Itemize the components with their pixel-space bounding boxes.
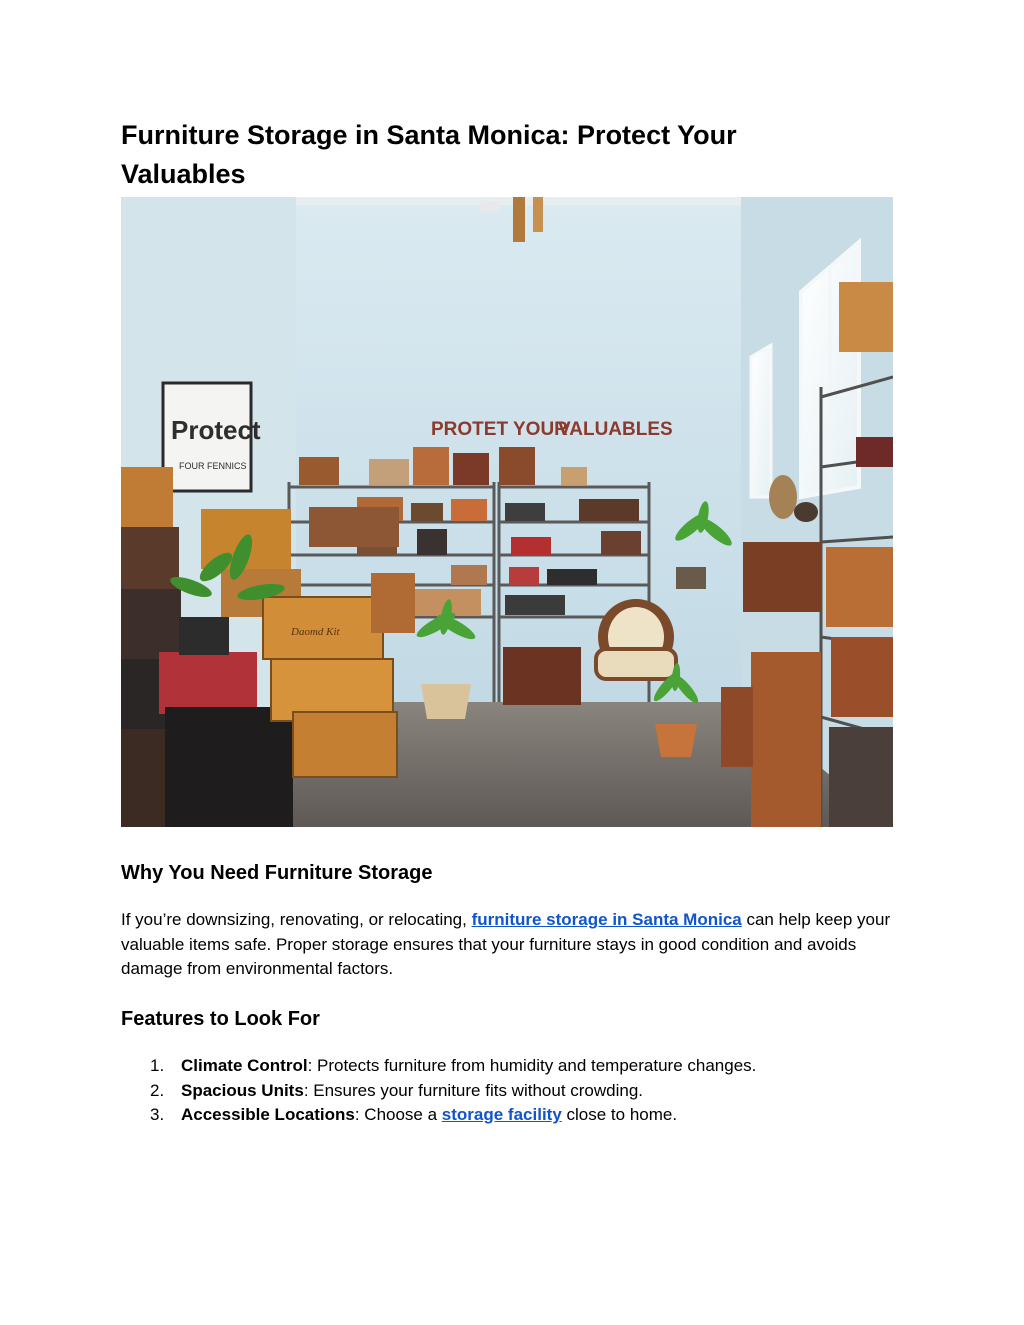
feature-label: Spacious Units xyxy=(181,1080,304,1100)
section-heading-why: Why You Need Furniture Storage xyxy=(121,862,433,884)
page-title: Furniture Storage in Santa Monica: Protect Your Valuables xyxy=(121,120,737,189)
feature-text: : Protects furniture from humidity and temperature changes. xyxy=(307,1056,757,1075)
list-number: 3. xyxy=(150,1105,165,1124)
feature-text-before: : Choose a xyxy=(354,1105,442,1124)
trunk-label: Daomd Kit xyxy=(291,626,340,638)
list-item xyxy=(121,1054,891,1079)
list-item xyxy=(121,1079,891,1104)
sign-text-main: Protect xyxy=(171,415,261,445)
hero-image xyxy=(121,197,893,827)
feature-label: Climate Control xyxy=(181,1056,308,1075)
feature-text: : Ensures your furniture fits without crowding. xyxy=(303,1080,644,1100)
list-item xyxy=(121,1103,891,1128)
santa-monica-storage-link[interactable]: furniture storage in Santa Monica xyxy=(471,910,742,929)
sign-text-sub: FOUR FENNICS xyxy=(179,461,247,471)
feature-label: Accessible Locations xyxy=(181,1105,355,1124)
section-heading-features: Features to Look For xyxy=(121,1008,320,1030)
why-text-after: can help keep your valuable items safe. Proper storage ensures that your furniture stays in good condition and avoids damage from environmental factors. xyxy=(121,910,891,978)
feature-text-after: close to home. xyxy=(561,1105,678,1124)
list-number: 1. xyxy=(150,1056,165,1075)
list-number: 2. xyxy=(150,1080,165,1100)
why-paragraph xyxy=(121,908,891,982)
why-text-before: If you’re downsizing, renovating, or relocating, xyxy=(121,910,472,929)
features-list xyxy=(121,1054,891,1128)
wall-text-left: PROTET YOUR xyxy=(431,419,568,440)
wall-text-right: VALUABLES xyxy=(558,419,673,440)
storage-facility-link[interactable]: storage facility xyxy=(441,1105,562,1124)
